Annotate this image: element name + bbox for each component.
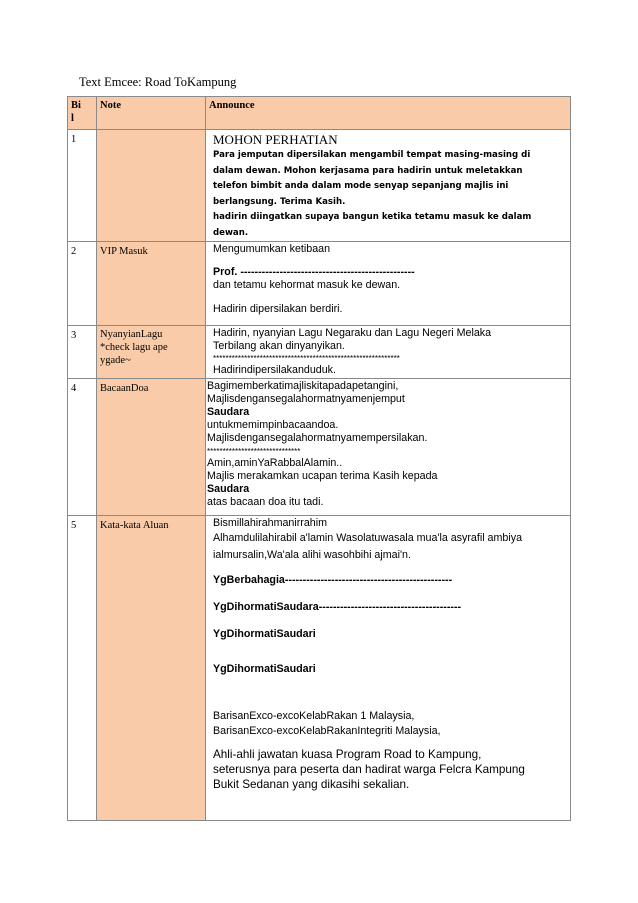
row-note: BacaanDoa [97,378,206,515]
row-announce [206,130,571,242]
announce-line: atas bacaan doa itu tadi. [207,496,324,509]
emcee-script-table [67,96,571,821]
table-header-row [68,97,571,130]
row-note: NyanyianLagu *check lagu ape ygade~ [97,326,206,379]
announce-line: Majlisdengansegalahormatnyamenjemput [207,392,405,405]
row-number: 5 [68,515,97,820]
announce-line: hadirin diingatkan supaya bangun ketika tetamu masuk ke dalam [213,212,532,222]
row-announce [206,326,571,379]
announce-line: Hadirin, nyanyian Lagu Negaraku dan Lagu Negeri Melaka [213,327,492,339]
announce-line: Alhamdulilahirabil a'lamin Wasolatuwasala mua'la asyrafil ambiya [213,531,523,544]
announce-line: untukmemimpinbacaandoa. [207,419,339,432]
table-row [68,515,571,820]
announce-line: dewan. [213,227,249,238]
row-announce [206,378,571,515]
announce-line: Para jemputan dipersilakan mengambil tempat masing-masing di [213,150,531,160]
announce-line: YgDihormatiSaudari [213,663,316,676]
announce-heading: MOHON PERHATIAN [213,132,338,147]
announce-line: berlangsung. Terima Kasih. [213,196,346,207]
announce-line: Hadirin dipersilakan berdiri. [213,302,343,315]
announce-line: Saudara [207,406,250,419]
announce-line: Hadirindipersilakanduduk. [213,364,336,377]
announce-line: Majlisdengansegalahormatnyamempersilakan. [207,432,428,445]
announce-line: ****************************** [207,446,301,456]
announce-line: YgBerbahagia----------------------------------------------- [213,573,453,586]
row-number: 2 [68,242,97,326]
table-row [68,378,571,515]
table-row [68,326,571,379]
table-row [68,130,571,242]
announce-line: Prof. ------------------------------------------------- [213,266,415,279]
row-number: 1 [68,130,97,242]
announce-line: ************************************************************ [213,354,400,364]
announce-line: Bukit Sedanan yang dikasihi sekalian. [213,777,410,791]
announce-line: Majlis merakamkan ucapan terima Kasih kepada [207,469,438,482]
announce-line: BarisanExco-excoKelabRakan 1 Malaysia, [213,709,415,722]
announce-line: Saudara [207,483,250,496]
announce-line: YgDihormatiSaudara---------------------------------------- [213,601,462,614]
announce-line: dan tetamu kehormat masuk ke dewan. [213,279,401,292]
header-bil: Bi l [68,97,97,130]
table-row [68,242,571,326]
announce-line: dalam dewan. Mohon kerjasama para hadirin untuk meletakkan [213,165,523,176]
announce-line: YgDihormatiSaudari [213,628,316,641]
announce-line: Terbilang akan dinyanyikan. [213,340,345,353]
announce-line: ialmursalin,Wa'ala alihi wasohbihi ajmai'n. [213,548,411,561]
announce-line: seterusnya para peserta dan hadirat warga Felcra Kampung [213,762,525,776]
row-number: 3 [68,326,97,379]
header-announce: Announce [206,97,571,130]
announce-line: Amin,aminYaRabbalAlamin.. [207,456,343,469]
announce-line: Ahli-ahli jawatan kuasa Program Road to Kampung, [213,747,482,761]
announce-line: telefon bimbit anda dalam mode senyap sepanjang majlis ini [213,181,509,191]
document-title: Text Emcee: Road ToKampung [79,75,237,89]
row-number: 4 [68,378,97,515]
announce-line: Bagimemberkatimajliskitapadapetangini, [207,379,399,392]
row-announce [206,242,571,326]
announce-line: Bismillahirahmanirrahim [213,516,328,529]
announce-line: BarisanExco-excoKelabRakanIntegriti Malaysia, [213,724,441,737]
announce-line: Mengumumkan ketibaan [213,243,331,255]
row-note [97,130,206,242]
row-note: VIP Masuk [97,242,206,326]
row-announce [206,515,571,820]
row-note: Kata-kata Aluan [97,515,206,820]
header-note: Note [97,97,206,130]
